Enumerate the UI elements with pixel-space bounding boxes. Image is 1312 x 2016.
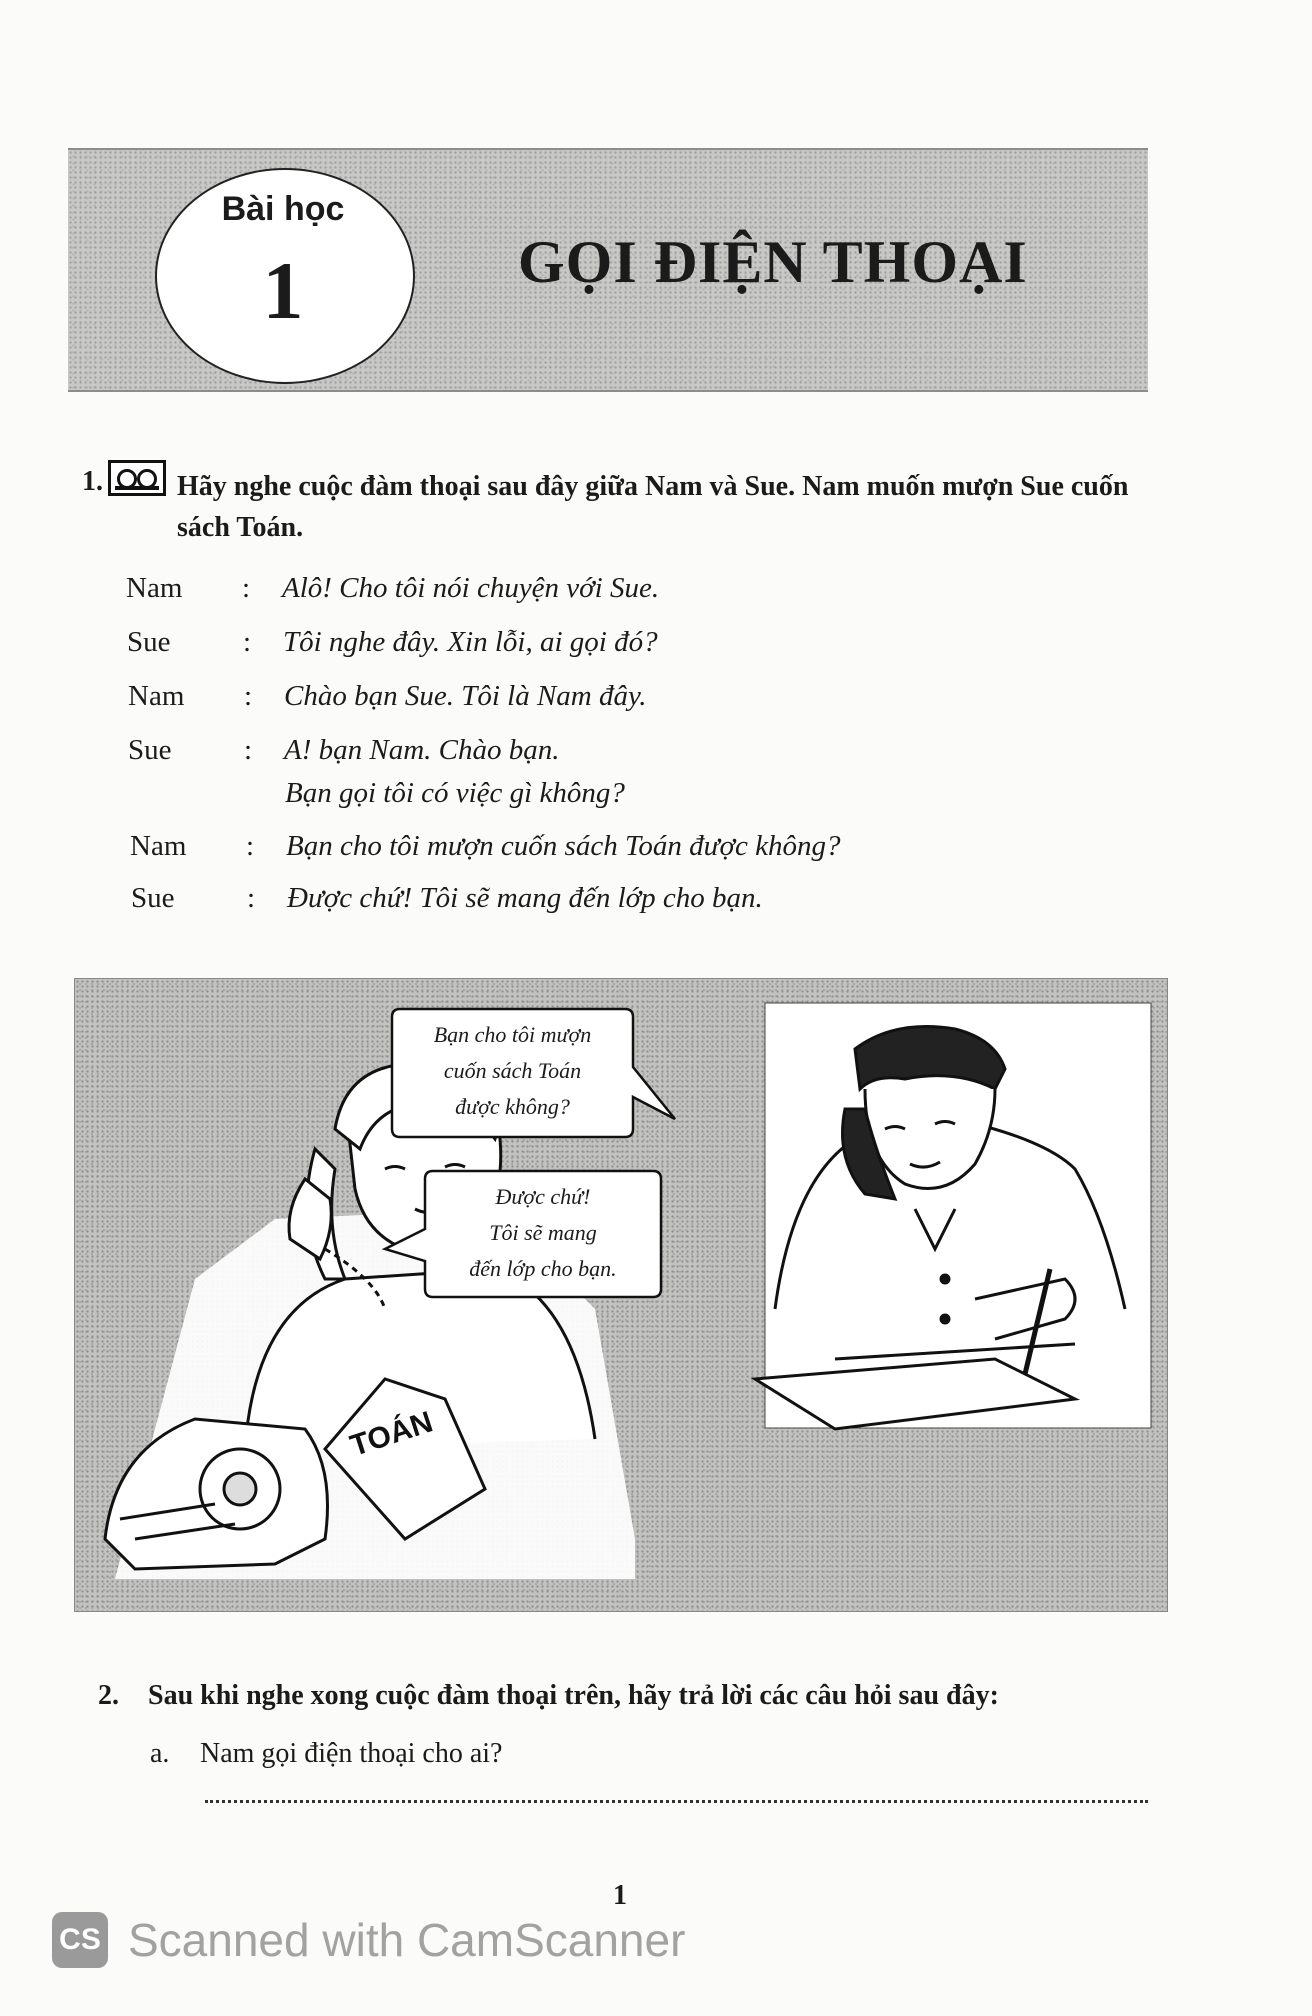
speech-bubble-nam-text (392, 1017, 633, 1125)
bubble-line: được không? (455, 1094, 570, 1119)
dialogue-separator: : (247, 882, 256, 914)
lesson-label: Bài học (221, 190, 345, 228)
dialogue-speaker: Nam (130, 830, 187, 862)
dialogue-line: Được chứ! Tôi sẽ mang đến lớp cho bạn. (287, 882, 763, 914)
answer-line[interactable] (205, 1800, 1148, 1803)
page-title: GỌI ĐIỆN THOẠI (518, 229, 1028, 295)
question-text: Nam gọi điện thoại cho ai? (200, 1738, 503, 1769)
dialogue-separator: : (243, 626, 252, 658)
watermark-text: Scanned with CamScanner (128, 1914, 686, 1966)
page-number: 1 (613, 1880, 627, 1911)
dialogue-separator: : (244, 734, 253, 766)
dialogue-line: Bạn cho tôi mượn cuốn sách Toán được không? (286, 830, 841, 862)
dialogue-speaker: Nam (128, 680, 185, 712)
dialogue-separator: : (246, 830, 255, 862)
bubble-line: Được chứ! (495, 1184, 591, 1209)
exercise-2-number: 2. (98, 1680, 119, 1711)
exercise-1-number: 1. (82, 466, 103, 497)
telephone-conversation-illustration (74, 978, 1168, 1612)
dialogue-separator: : (242, 572, 251, 604)
dialogue-line: Tôi nghe đây. Xin lỗi, ai gọi đó? (283, 626, 658, 658)
bubble-line: Bạn cho tôi mượn (433, 1022, 592, 1047)
question-letter: a. (150, 1738, 170, 1769)
dialogue-line: Chào bạn Sue. Tôi là Nam đây. (284, 680, 647, 712)
dialogue-speaker: Sue (131, 882, 175, 914)
rotary-telephone-icon (105, 1419, 328, 1569)
cassette-tape-icon (108, 460, 166, 496)
speech-bubble-sue-text (425, 1179, 661, 1287)
dialogue-separator: : (244, 680, 253, 712)
dialogue-line: Alô! Cho tôi nói chuyện với Sue. (282, 572, 660, 604)
exercise-1-instruction: Hãy nghe cuộc đàm thoại sau đây giữa Nam và Sue. Nam muốn mượn Sue cuốn sách Toán. (177, 471, 1129, 543)
bubble-line: đến lớp cho bạn. (469, 1256, 617, 1281)
dialogue-speaker: Nam (126, 572, 183, 604)
camscanner-logo: CS (52, 1912, 108, 1968)
bubble-line: Tôi sẽ mang (489, 1220, 597, 1245)
dialogue-speaker: Sue (127, 626, 171, 658)
book-label: TOÁN (346, 1405, 437, 1463)
dialogue-line: Bạn gọi tôi có việc gì không? (285, 777, 625, 809)
exercise-2-instruction: Sau khi nghe xong cuộc đàm thoại trên, hãy trả lời các câu hỏi sau đây: (148, 1680, 999, 1711)
bubble-line: cuốn sách Toán (443, 1058, 582, 1083)
lesson-number: 1 (262, 245, 304, 336)
dialogue-speaker: Sue (128, 734, 172, 766)
dialogue-line: A! bạn Nam. Chào bạn. (284, 734, 560, 766)
